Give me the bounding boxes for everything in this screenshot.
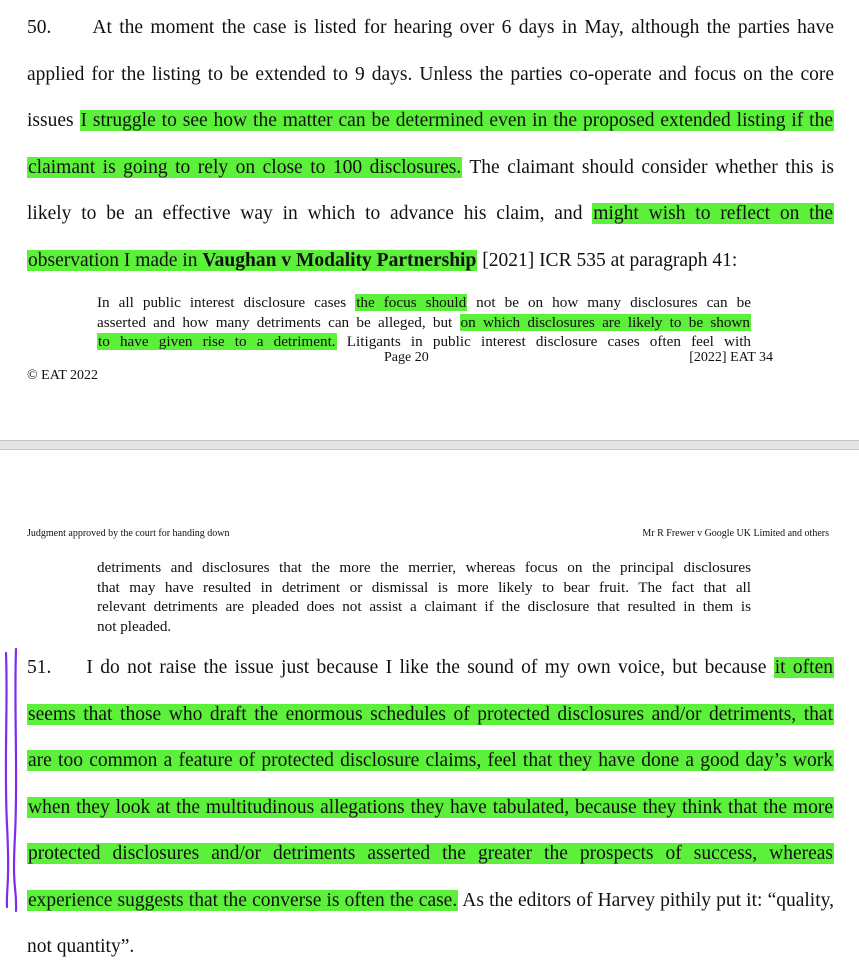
highlight: when they look at the multitudinous allegations they have tabulated, because they think that the more xyxy=(28,796,833,818)
header-right: Mr R Frewer v Google UK Limited and others xyxy=(642,528,829,539)
paragraph-number: 50. xyxy=(27,17,52,38)
paragraph-50-line-6: observation I made in Vaughan v Modality Partnership [2021] ICR 535 at paragraph 41: xyxy=(28,249,738,271)
highlight: on which disclosures are likely to be shown xyxy=(460,313,750,331)
highlight: might wish to reflect on the xyxy=(593,203,833,224)
paragraph-51-line-7: not quantity”. xyxy=(27,936,135,957)
highlight: experience suggests that the converse is often the case. xyxy=(28,889,458,911)
highlight: claimant is going to rely on close to 100 disclosures. xyxy=(28,156,462,178)
page-20 xyxy=(0,0,859,440)
quotation-block-continued xyxy=(97,558,751,636)
quote-line: relevant detriments are pleaded does not assist a claimant if the disclosure that resulted in them is xyxy=(97,598,751,615)
paragraph-51-line-6: experience suggests that the converse is often the case. As the editors of Harvey pithily put it: “quality, xyxy=(28,889,834,911)
quote-line: detriments and disclosures that the more the merrier, whereas focus on the principal disclosures xyxy=(97,559,751,576)
page-number: Page 20 xyxy=(384,350,429,365)
paragraph-51-line-5 xyxy=(27,831,834,878)
case-citation: Vaughan v Modality Partnership xyxy=(202,249,477,271)
highlight: seems that those who draft the enormous schedules of protected disclosures and/or detriments, that xyxy=(28,703,833,725)
highlight: to have given rise to a detriment. xyxy=(98,333,336,350)
paragraph-number: 51. xyxy=(27,657,52,678)
paragraph-50-line-5: likely to be an effective way in which to advance his claim, and might wish to reflect on the xyxy=(27,203,833,224)
page-break xyxy=(0,440,859,450)
quote-line: that may have resulted in detriment or dismissal is more likely to bear fruit. The fact that all xyxy=(97,578,751,596)
quote-line-3: to have given rise to a detriment. Litigants in public interest disclosure cases often feel with xyxy=(98,333,752,350)
paragraph-50 xyxy=(27,5,834,284)
footer-copyright: © EAT 2022 xyxy=(27,368,99,383)
paragraph-50-line-4: claimant is going to rely on close to 100 disclosures. The claimant should consider whether this is xyxy=(28,156,834,178)
highlight: observation I made in Vaughan v Modality Partnership xyxy=(28,249,477,271)
paragraph-50-line-3: issues I struggle to see how the matter can be determined even in the proposed extended listing if the xyxy=(27,110,834,131)
paragraph-51-line-3 xyxy=(27,738,834,785)
paragraph-50-line-2: applied for the listing to be extended to 9 days. Unless the parties co-operate and focus on the core xyxy=(27,63,834,85)
footer-citation: [2022] EAT 34 xyxy=(689,350,773,365)
highlight: the focus should xyxy=(356,294,467,311)
margin-annotation-pen-mark xyxy=(0,645,24,915)
highlight: it often xyxy=(774,657,834,678)
highlight: I struggle to see how the matter can be determined even in the proposed extended listing if the xyxy=(80,110,834,131)
quote-line-2: asserted and how many detriments can be alleged, but on which disclosures are likely to be shown xyxy=(97,313,750,331)
highlight: are too common a feature of protected disclosure claims, feel that they have done a good day’s work xyxy=(28,750,833,771)
quote-line-1: In all public interest disclosure cases the focus should not be on how many disclosures can be xyxy=(97,294,751,311)
quote-line: not pleaded. xyxy=(97,617,172,635)
quotation-block xyxy=(97,293,751,352)
paragraph-51 xyxy=(27,645,834,971)
paragraph-51-line-2 xyxy=(27,692,834,739)
paragraph-51-line-1: 51. I do not raise the issue just because I like the sound of my own voice, but because it often xyxy=(27,657,834,678)
highlight: protected disclosures and/or detriments asserted the greater the prospects of success, whereas xyxy=(28,843,833,864)
header-left: Judgment approved by the court for handing down xyxy=(27,528,230,539)
paragraph-50-line-1: 50. At the moment the case is listed for hearing over 6 days in May, although the parties have xyxy=(27,17,834,38)
paragraph-51-line-4 xyxy=(27,785,834,832)
